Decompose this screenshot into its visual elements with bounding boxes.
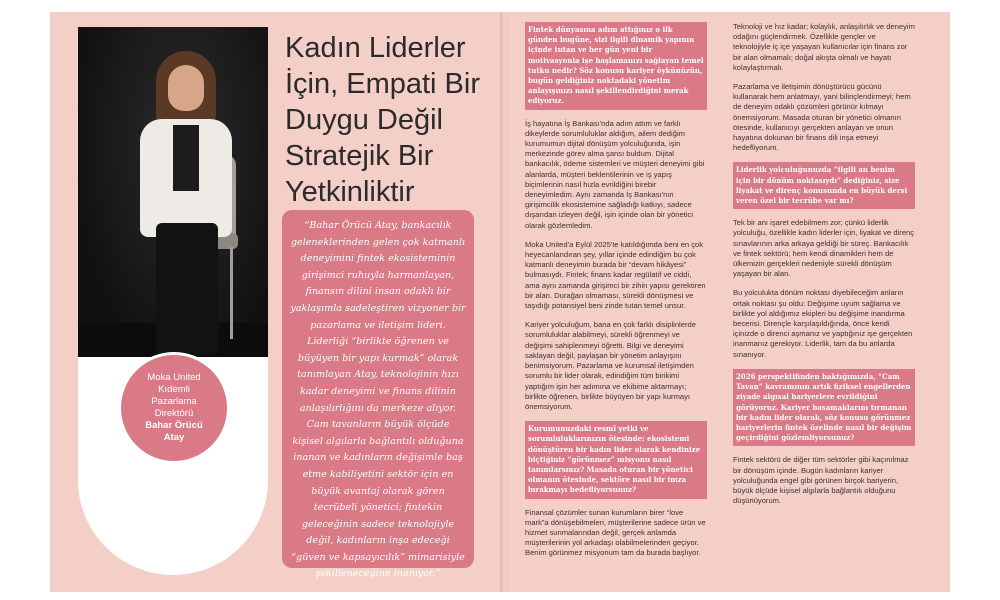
body-paragraph: Tek bir anı işaret edebilmem zor; çünkü liderlik yolculuğu, özellikle kadın liderler için, liyakat ve direnç sınavlarının arka arkaya geldiği bir süreç. Bankacılık ve fintek sektörü; hem kendi dinamikleri hem de ülkemizin gerçekleri nedeniyle sürekli dönüşüm yaşayan bir alan.: [733, 218, 915, 279]
pull-quote: “Bahar Örücü Atay, bankacılık geleneklerinden gelen çok katmanlı deneyimini fintek ekosisteminin girişimci ruhuyla harmanlayan, finansın dilini insan odaklı bir yaklaşımla sadeleştiren vizyoner bir pazarlama ve iletişim lideri. Liderliği “birlikte öğrenen ve büyüyen bir yapı kurmak” olarak tanımlayan Atay, teknolojinin hızı kadar deneyimi ve finans dilinin anlaşılırlığını da merkeze alıyor. Cam tavanların büyük ölçüde kişisel algılarla bağlantılı olduğuna inanan ve kadınların değişimle baş etme kabiliyetini sektör için en büyük avantaj olarak gören tecrübeli yönetici; fintekin geleceğinin sadece teknolojiyle değil, kadınların inşa edeceği “güven ve kapsayıcılık” mimarisiyle şekilleneceğine inanıyor.”: [282, 210, 474, 568]
text-column-2: [733, 22, 915, 515]
body-paragraph: Fintek sektörü de diğer tüm sektörler gibi kaçınılmaz bir dönüşüm içinde. Bugün kadınların kariyer yolculuğunda engel gibi görünen birçok bariyerin, büyük ölçüde kişisel algılarla bağlantılı olduğunu düşünüyorum.: [733, 455, 909, 506]
body-paragraph: Moka United'a Eylül 2025'te katıldığımda beni en çok heyecanlandıran şey, yıllar içinde edindiğim bu çok katmanlı deneyimin burada bir “devam hikâyesi” bulmasıydı. Fintek; finans kadar regülatif ve ciddi, ama aynı zamanda girişimci bir zihin yapısı gerektiren bir alan. Durağan olmaması, sürekli dönüşmesi ve taşıdığı potansiyel beni zinde tutan temel unsur.: [525, 239, 706, 311]
article-title: Kadın Liderler İçin, Empati Bir Duygu Değil Stratejik Bir Yetkinliktir: [285, 32, 480, 208]
portrait-card: [78, 27, 268, 575]
text-column-1: [525, 22, 707, 568]
question-highlight: Liderlik yolculuğunuzda “ilgili an benim için bir dönüm noktasıydı” dediğiniz, size liyakat ve direnç konusunda en büyük dersi veren özel bir tecrübe var mı?: [733, 162, 915, 209]
caption-name: Bahar Örücü Atay: [145, 420, 203, 443]
caption-role: Moka United Kıdemli Pazarlama Direktörü: [147, 372, 201, 419]
body-paragraph: Teknoloji ve hız kadar; kolaylık, anlaşılırlık ve deneyim odağını güçlendirmek. Özellikle gençler ve teknolojiyle iç içe yaşayan kullanıcılar için finans zor bir alan olmamalı; doğal akışta olmalı ve hayatı kolaylaştırmalı.: [733, 22, 915, 72]
portrait-caption-badge: [118, 352, 230, 464]
question-highlight: Fintek dünyasına adım attığınız o ilk günden bugüne, sizi ilgili dinamik yapının içinde tutan ve her gün yeni bir motivasyonla işe başlamanızı sağlayan temel tutku nedir? Söz konusu kariyer öykünüzün, bugün geldiğiniz noktadaki yönetim anlayışınızı nasıl şekillendirdiğini merak ediyoruz.: [525, 22, 707, 110]
body-paragraph: Pazarlama ve iletişimin dönüştürücü gücünü kullanarak hem anlatmayı, yani bilinçlendirmeyi; hem de deneyim odaklı çözümleri görünür kılmayı önemsiyorum. Masada oturan bir yönetici olmanın ötesinde, kullanıcıyı gerçekten anlayan ve onun hayatına dokunan bir finans dili inşa etmeyi hedefliyorum.: [733, 82, 911, 153]
question-highlight: 2026 perspektifinden baktığımızda, “Cam Tavan” kavramının artık fiziksel engellerden ziyade algısal bariyerlere evrildiğini görüyoruz. Kariyer basamaklarını tırmanan bir kadın lider olarak, söz konusu görünmez bariyerlerin fintek özelinde nasıl bir değişim geçirdiğini gözlemliyorsunuz?: [733, 369, 915, 446]
page-gutter: [500, 12, 508, 592]
body-paragraph: Kariyer yolculuğum, bana en çok farklı disiplinlerde sorumluluklar alabilmeyi, sürekli öğrenmeyi ve değişimi sahiplenmeyi öğretti. Bilgi ve deneyimi saklayan değil, paylaşan bir yönetim anlayışını benimsiyorum. Pazarlama ve kurumsal iletişimden sorumlu bir lider olarak, edindiğim tüm birikimi yaptığım işin her adımına ve ekibime aktarmayı; birlikte öğrenen, birlikte büyüyen bir yapı kurmayı önemsiyorum.: [525, 320, 696, 411]
body-paragraph: Finansal çözümler sunan kurumların birer “love mark”a dönüşebilmeleri, müşterilerine sadece ürün ve hizmet sunmalarından değil, gerçek anlamda müşterilerinin yol arkadaşı olabilmelerinden geçiyor. Benim görünmez misyonum tam da burada başlıyor.: [525, 507, 706, 558]
body-paragraph: Bu yolculukta dönüm noktası diyebileceğim anların ortak noktası şu oldu: Değişime uyum sağlama ve birlikte yol aldığımız ekipleri bu değişime inandırma becerisi. Dirençle karşılaşıldığında, önce kendi içinizde o direnci aşmanız ve yaptığınız işe gerçekten inanmanız gerekiyor. Liderlik, tam da bu anlarda sınanıyor.: [733, 288, 913, 359]
body-paragraph: İş hayatına İş Bankası'nda adım attım ve farklı dikeylerde sorumluluklar aldığım, ailem dediğim kurumumun dijital dönüşüm yolculuğunda, işin merkezinde görev alma şansı buldum. Dijital bankacılık, ödeme sistemleri ve müşteri deneyimi gibi alanlarda, müşteri beklentilerinin ve iş yapış biçimlerinin nasıl hızla evrildiğini birebir deneyimledim. Aynı zamanda İş Bankası'nın girişimcilik ekosistemine sağladığı katkıyı, sadece dışarıdan izleyen değil, işin içinde olan bir yönetici olarak gözlemledim.: [525, 118, 705, 230]
portrait-photo: [78, 27, 268, 357]
question-highlight: Kurumunuzdaki resmî yetki ve sorumluluklarınızın ötesinde; ekosistemi dönüştüren bir kadın lider olarak kendinize biçtiğiniz “görünmez” misyonu nasıl tanımlarsınız? Masada oturan bir yönetici olmanın ötesinde, sektöre nasıl bir imza bırakmayı hedefliyorsunuz?: [525, 421, 707, 498]
